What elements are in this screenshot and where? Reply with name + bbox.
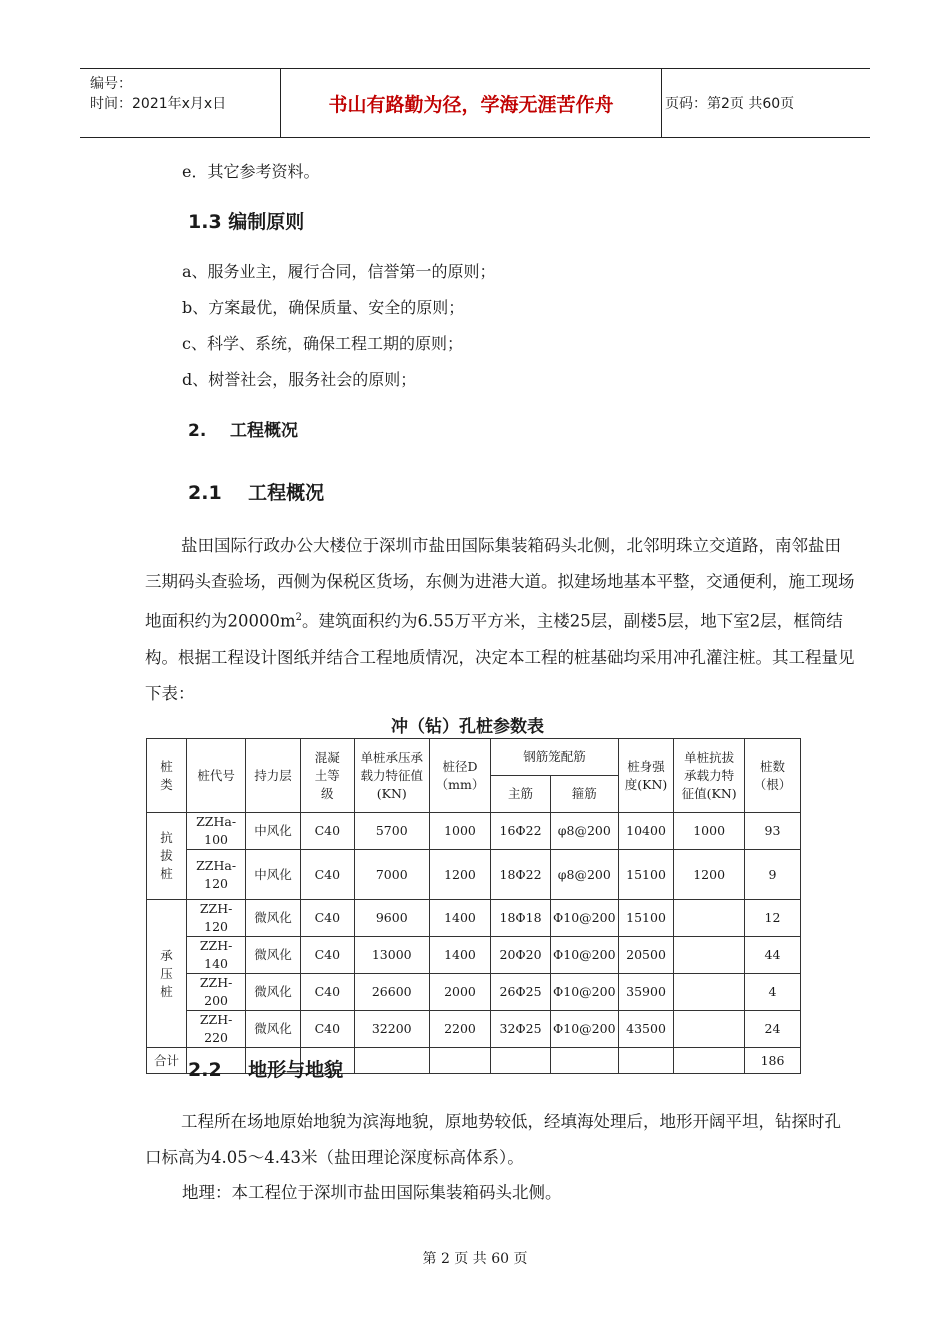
header-meta xyxy=(80,69,280,137)
cell-strength: 15100 xyxy=(618,900,674,937)
cell-layer: 中风化 xyxy=(246,850,300,900)
cell-main-bar: 26Φ25 xyxy=(491,974,550,1011)
cell-concrete: C40 xyxy=(300,813,354,850)
cell-uplift xyxy=(674,900,745,937)
cell-code: ZZH-120 xyxy=(186,900,245,937)
cell-diameter: 1400 xyxy=(429,900,491,937)
cell-count: 44 xyxy=(744,937,800,974)
cell-strength: 10400 xyxy=(618,813,674,850)
overview-text-a: 盐田国际行政办公大楼位于深圳市盐田国际集装箱码头北侧，北邻明珠立交道路，南邻盐田三期码头查验场，西侧为保税区货场，东侧为进港大道。拟建场地基本平整，交通便利，施工现场地面积约为20000m xyxy=(145,536,855,631)
table-row xyxy=(147,974,801,1011)
cell-bearing: 32200 xyxy=(354,1011,429,1048)
page-footer: 第 2 页 共 60 页 xyxy=(422,1251,528,1267)
terrain-paragraph: 工程所在场地原始地貌为滨海地貌，原地势较低，经填海处理后，地形开阔平坦，钻探时孔口标高为4.05～4.43米（盐田理论深度标高体系）。 xyxy=(145,1112,841,1167)
overview-superscript: 2 xyxy=(295,612,303,623)
header-strength: 桩身强度(KN) xyxy=(618,739,674,813)
cell-stirrup: Φ10@200 xyxy=(550,900,618,937)
cell-code: ZZH-200 xyxy=(186,974,245,1011)
cell-bearing: 5700 xyxy=(354,813,429,850)
page-header xyxy=(80,68,870,138)
heading-2-1: 2.1 工程概况 xyxy=(188,482,325,504)
cell-main-bar: 20Φ20 xyxy=(491,937,550,974)
cell-uplift: 1200 xyxy=(674,850,745,900)
cell-strength: 35900 xyxy=(618,974,674,1011)
header-concrete: 混凝土等级 xyxy=(300,739,354,813)
header-uplift: 单桩抗拔承载力特征值(KN) xyxy=(674,739,745,813)
cell-count: 4 xyxy=(744,974,800,1011)
cell-diameter: 2000 xyxy=(429,974,491,1011)
table-row xyxy=(147,1011,801,1048)
cell-diameter: 2200 xyxy=(429,1011,491,1048)
cell-concrete: C40 xyxy=(300,974,354,1011)
table-row xyxy=(147,937,801,974)
cell-strength: 15100 xyxy=(618,850,674,900)
header-motto: 书山有路勤为径，学海无涯苦作舟 xyxy=(280,69,662,137)
cell-stirrup: Φ10@200 xyxy=(550,974,618,1011)
table-row xyxy=(147,813,801,850)
table-row xyxy=(147,850,801,900)
cell-bearing: 13000 xyxy=(354,937,429,974)
total-count: 186 xyxy=(744,1048,800,1074)
principle-b: b、方案最优，确保质量、安全的原则； xyxy=(182,298,465,317)
header-page-info: 页码：第2页 共60页 xyxy=(665,96,795,112)
cell-count: 24 xyxy=(744,1011,800,1048)
table-title: 冲（钻）孔桩参数表 xyxy=(391,717,544,737)
cell-count: 9 xyxy=(744,850,800,900)
header-count: 桩数（根） xyxy=(744,739,800,813)
header-diameter: 桩径D（mm） xyxy=(429,739,491,813)
cell-main-bar: 16Φ22 xyxy=(491,813,550,850)
cell-layer: 微风化 xyxy=(246,900,300,937)
cell-concrete: C40 xyxy=(300,1011,354,1048)
header-main-bar: 主筋 xyxy=(491,776,550,813)
cell-concrete: C40 xyxy=(300,937,354,974)
cell-concrete: C40 xyxy=(300,900,354,937)
overview-text-b: 。建筑面积约为6.55万平方米，主楼25层，副楼5层，地下室2层，框筒结构。根据工程设计图纸并结合工程地质情况，决定本工程的桩基础均采用冲孔灌注桩。其工程量见下表： xyxy=(145,611,855,703)
cell-main-bar: 18Φ22 xyxy=(491,850,550,900)
cell-stirrup: φ8@200 xyxy=(550,813,618,850)
group-uplift-label: 抗拔桩 xyxy=(147,813,187,900)
principle-c: c、科学、系统，确保工程工期的原则； xyxy=(182,334,463,353)
cell-bearing: 9600 xyxy=(354,900,429,937)
cell-stirrup: φ8@200 xyxy=(550,850,618,900)
cell-uplift: 1000 xyxy=(674,813,745,850)
cell-stirrup: Φ10@200 xyxy=(550,1011,618,1048)
cell-main-bar: 18Φ18 xyxy=(491,900,550,937)
cell-uplift xyxy=(674,937,745,974)
cell-uplift xyxy=(674,974,745,1011)
heading-1-3: 1.3 编制原则 xyxy=(188,211,305,233)
pile-parameter-table xyxy=(146,738,801,1074)
table-row xyxy=(147,900,801,937)
doc-number-label: 编号： xyxy=(90,76,132,92)
cell-layer: 微风化 xyxy=(246,937,300,974)
cell-uplift xyxy=(674,1011,745,1048)
heading-2-2: 2.2 地形与地貌 xyxy=(188,1059,344,1081)
cell-main-bar: 32Φ25 xyxy=(491,1011,550,1048)
reference-item-e: e．其它参考资料。 xyxy=(182,162,320,181)
header-rebar: 钢筋笼配筋 xyxy=(491,739,618,776)
group-compression-label: 承压桩 xyxy=(147,900,187,1048)
cell-diameter: 1400 xyxy=(429,937,491,974)
cell-strength: 43500 xyxy=(618,1011,674,1048)
cell-concrete: C40 xyxy=(300,850,354,900)
header-layer: 持力层 xyxy=(246,739,300,813)
total-label: 合计 xyxy=(147,1048,187,1074)
principle-a: a、服务业主，履行合同，信誉第一的原则； xyxy=(182,262,496,281)
cell-layer: 微风化 xyxy=(246,974,300,1011)
cell-count: 12 xyxy=(744,900,800,937)
cell-layer: 中风化 xyxy=(246,813,300,850)
cell-bearing: 7000 xyxy=(354,850,429,900)
header-stirrup: 箍筋 xyxy=(550,776,618,813)
geography-line: 地理：本工程位于深圳市盐田国际集装箱码头北侧。 xyxy=(182,1183,562,1202)
principle-d: d、树誉社会，服务社会的原则； xyxy=(182,370,417,389)
heading-2: 2. 工程概况 xyxy=(188,421,298,441)
header-bearing: 单桩承压承载力特征值(KN) xyxy=(354,739,429,813)
header-code: 桩代号 xyxy=(186,739,245,813)
cell-code: ZZHa-120 xyxy=(186,850,245,900)
cell-layer: 微风化 xyxy=(246,1011,300,1048)
cell-count: 93 xyxy=(744,813,800,850)
doc-date-label: 时间：2021年x月x日 xyxy=(90,96,227,112)
header-type: 桩类 xyxy=(147,739,187,813)
cell-bearing: 26600 xyxy=(354,974,429,1011)
cell-code: ZZH-140 xyxy=(186,937,245,974)
overview-paragraph xyxy=(145,528,855,712)
cell-code: ZZH-220 xyxy=(186,1011,245,1048)
cell-code: ZZHa-100 xyxy=(186,813,245,850)
cell-strength: 20500 xyxy=(618,937,674,974)
cell-stirrup: Φ10@200 xyxy=(550,937,618,974)
cell-diameter: 1200 xyxy=(429,850,491,900)
cell-diameter: 1000 xyxy=(429,813,491,850)
